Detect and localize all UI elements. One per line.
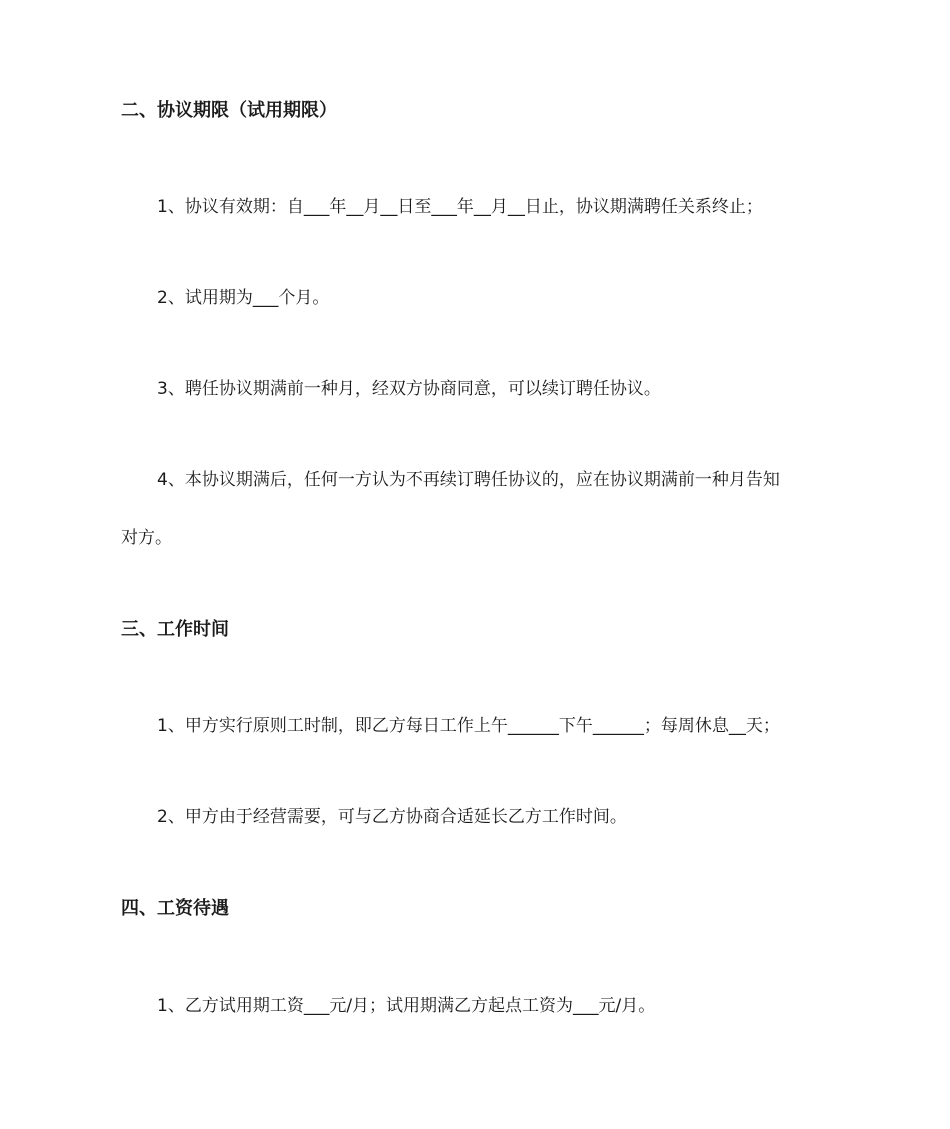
clause-term-1: 1、协议有效期：自___年__月__日至___年__月__日止，协议期满聘任关系终止；: [157, 197, 763, 217]
section-heading-term: 二、协议期限（试用期限）: [121, 100, 337, 121]
clause-term-4-continued: 对方。: [121, 528, 172, 548]
clause-term-3: 3、聘任协议期满前一种月，经双方协商同意，可以续订聘任协议。: [157, 379, 661, 399]
section-heading-salary: 四、工资待遇: [121, 898, 229, 919]
clause-hours-1: 1、甲方实行原则工时制，即乙方每日工作上午______下午______；每周休息__天；: [157, 716, 780, 736]
clause-term-2: 2、试用期为___个月。: [157, 288, 330, 308]
clause-salary-1: 1、乙方试用期工资___元/月；试用期满乙方起点工资为___元/月。: [157, 996, 656, 1016]
section-heading-work-hours: 三、工作时间: [121, 619, 229, 640]
clause-term-4: 4、本协议期满后，任何一方认为不再续订聘任协议的，应在协议期满前一种月告知: [157, 470, 780, 490]
clause-hours-2: 2、甲方由于经营需要，可与乙方协商合适延长乙方工作时间。: [157, 807, 627, 827]
